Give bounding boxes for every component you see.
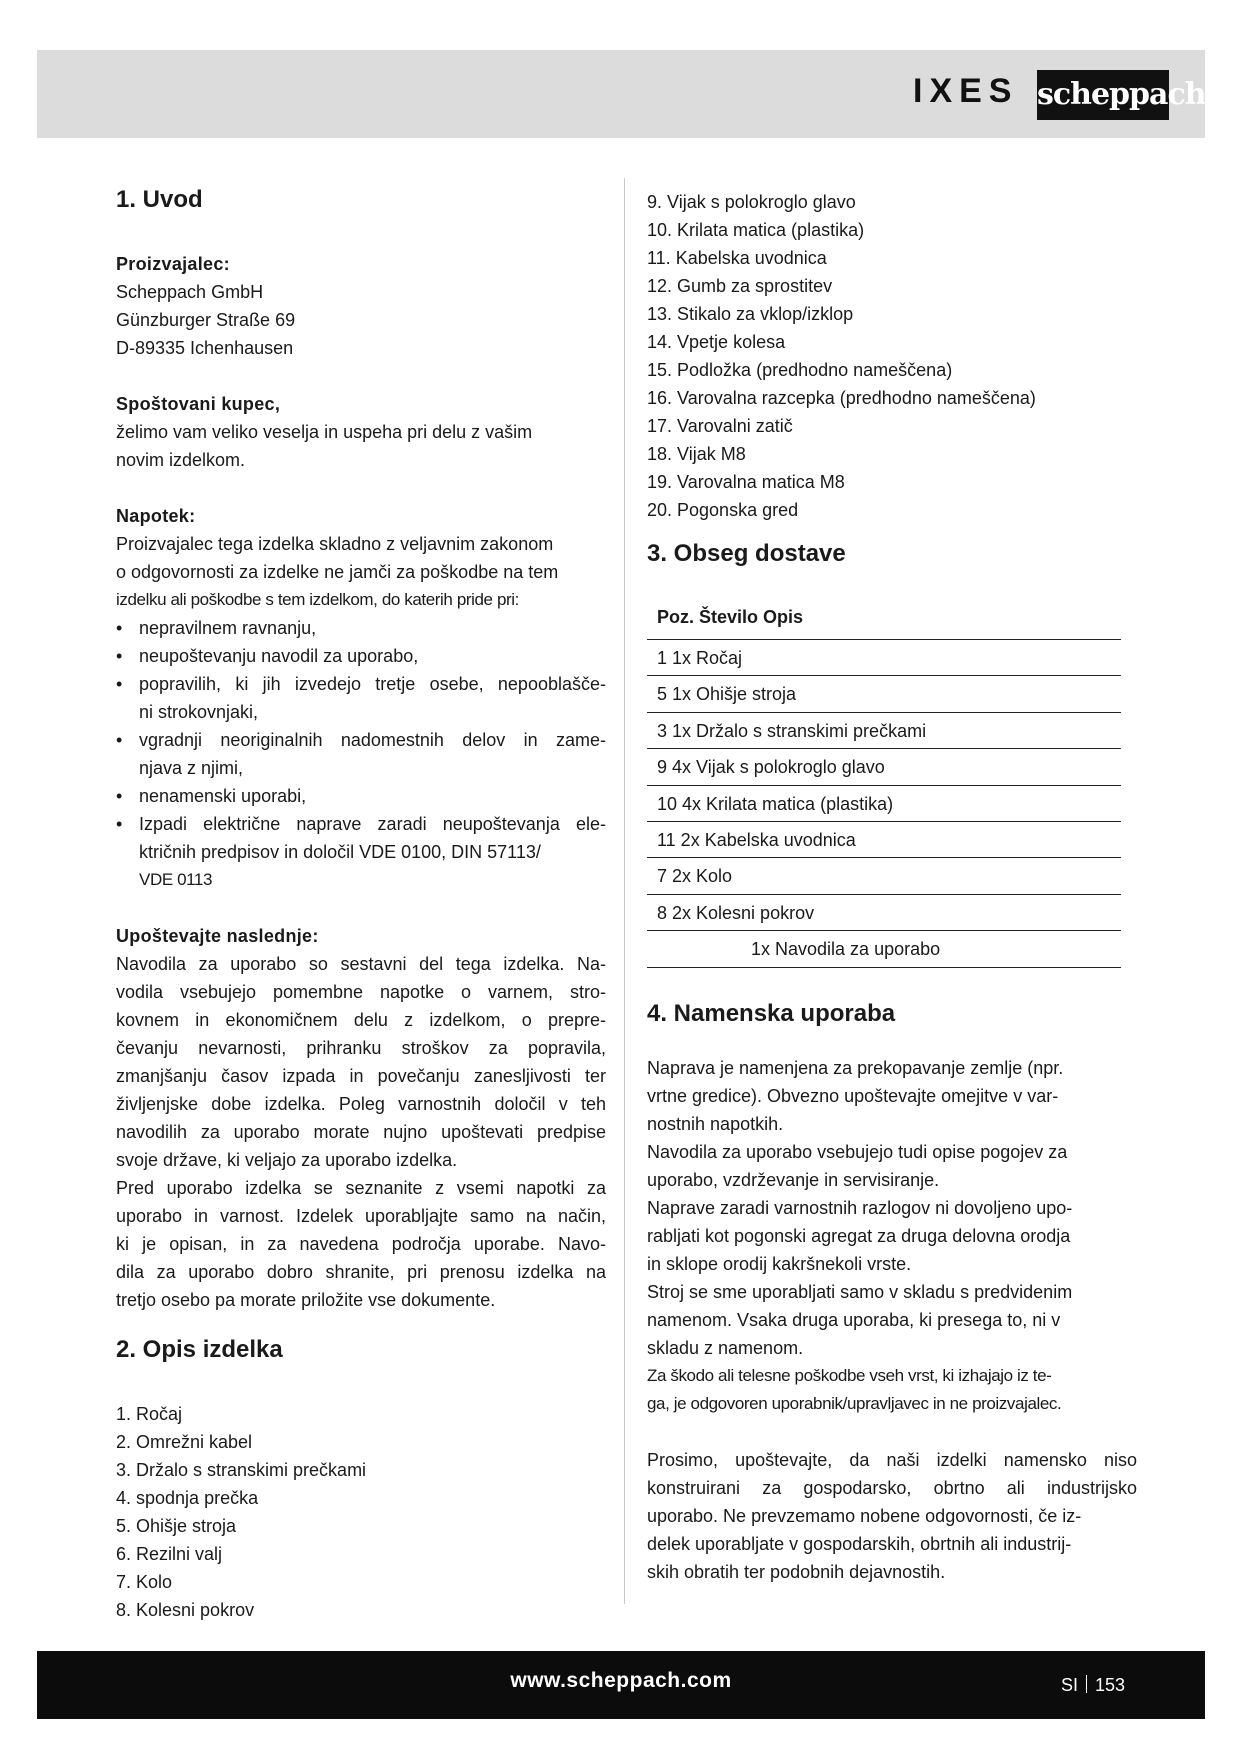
part-list-item: 14. Vpetje kolesa: [647, 332, 786, 352]
part-list-item: 13. Stikalo za vklop/izklop: [647, 304, 854, 324]
use-line: Naprave zaradi varnostnih razlogov ni dovoljeno upo-: [647, 1197, 1073, 1218]
ixes-logo: IXES: [913, 72, 1019, 110]
page-footer: [37, 1651, 1205, 1719]
part-list-item: 5. Ohišje stroja: [116, 1516, 237, 1536]
observe-line: zmanjšanju časov izpada in povečanju zanesljivosti ter: [116, 1066, 606, 1086]
delivery-table: [647, 594, 1137, 968]
bullet-continuation: VDE 0113: [139, 870, 213, 889]
bullet-continuation: ktričnih predpisov in določil VDE 0100, DIN 57113/: [139, 842, 541, 862]
use-line: namenom. Vsaka druga uporaba, ki presega to, ni v: [647, 1309, 1061, 1330]
part-list-item: 1. Ročaj: [116, 1404, 183, 1424]
bullet-item: • popravilih, ki jih izvedejo tretje osebe, nepooblašče-: [116, 670, 606, 698]
observe-line: Navodila za uporabo so sestavni del tega izdelka. Na-: [116, 954, 606, 974]
part-list-item: 20. Pogonska gred: [647, 500, 799, 520]
bullet-continuation: ni strokovnjaki,: [139, 702, 259, 722]
observe-line: čevanju nevarnosti, prihranku stroškov za popravila,: [116, 1038, 606, 1058]
part-list-item: 9. Vijak s polokroglo glavo: [647, 192, 856, 212]
website-link[interactable]: www.scheppach.com: [510, 1669, 732, 1692]
use-line: vrtne gredice). Obvezno upoštevajte omejitve v var-: [647, 1085, 1059, 1106]
page-separator: [1086, 1675, 1087, 1693]
part-list-item: 10. Krilata matica (plastika): [647, 220, 865, 240]
part-list-item: 4. spodnja prečka: [116, 1488, 259, 1508]
observe-line: svoje države, ki veljajo za uporabo izdelka.: [116, 1150, 458, 1170]
bullet-item: • vgradnji neoriginalnih nadomestnih delov in zame-: [116, 726, 606, 754]
delivery-table-header: Poz. Število Opis: [647, 594, 1121, 640]
use-line: Za škodo ali telesne poškodbe vseh vrst, ki izhajajo iz te-: [647, 1365, 1052, 1385]
part-list-item: 17. Varovalni zatič: [647, 416, 793, 436]
observe-line: navodilih za uporabo morate nujno upoštevati predpise: [116, 1122, 606, 1142]
observe-line: uporabo in varnost. Izdelek uporabljajte samo na način,: [116, 1206, 606, 1226]
note-line: o odgovornosti za izdelke ne jamči za poškodbe na tem: [116, 562, 559, 582]
delivery-table-row: 9 4x Vijak s polokroglo glavo: [647, 749, 1121, 785]
use-line: ga, je odgovoren uporabnik/upravljavec in ne proizvajalec.: [647, 1393, 1062, 1413]
part-list-item: 19. Varovalna matica M8: [647, 472, 845, 492]
delivery-table-row: 3 1x Držalo s stranskimi prečkami: [647, 713, 1121, 749]
bullet-item: • nenamenski uporabi,: [116, 782, 606, 810]
use-line: rabljati kot pogonski agregat za druga delovna orodja: [647, 1225, 1071, 1246]
part-list-item: 6. Rezilni valj: [116, 1544, 223, 1564]
use-line: skladu z namenom.: [647, 1337, 804, 1358]
observe-line: tretjo osebo pa morate priložite vse dokumente.: [116, 1290, 496, 1310]
observe-line: kovnem in ekonomičnem delu z izdelkom, o prepre-: [116, 1010, 606, 1030]
bullet-item: • neupoštevanju navodil za uporabo,: [116, 642, 606, 670]
delivery-table-row: 1x Navodila za uporabo: [647, 931, 1121, 967]
observe-label: Upoštevajte naslednje:: [116, 926, 319, 946]
observe-line: Pred uporabo izdelka se seznanite z vsemi napotki za: [116, 1178, 606, 1198]
notice-line: Prosimo, upoštevajte, da naši izdelki namensko niso: [647, 1449, 1137, 1470]
page-number: [1061, 1651, 1125, 1719]
delivery-table-row: 10 4x Krilata matica (plastika): [647, 786, 1121, 822]
section-4-title: 4. Namenska uporaba: [647, 999, 896, 1027]
manufacturer-label: Proizvajalec:: [116, 254, 230, 274]
delivery-table-row: 7 2x Kolo: [647, 858, 1121, 894]
use-line: Navodila za uporabo vsebujejo tudi opise pogojev za: [647, 1141, 1068, 1162]
bullet-item: • Izpadi električne naprave zaradi neupoštevanja ele-: [116, 810, 606, 838]
observe-line: vodila vsebujejo pomembne napotke o varnem, stro-: [116, 982, 606, 1002]
observe-line: ki je opisan, in za navedena področja uporabe. Navo-: [116, 1234, 606, 1254]
part-list-item: 15. Podložka (predhodno nameščena): [647, 360, 953, 380]
part-list-item: 18. Vijak M8: [647, 444, 746, 464]
use-line: nostnih napotkih.: [647, 1113, 784, 1134]
notice-line: uporabo. Ne prevzemamo nobene odgovornosti, če iz-: [647, 1505, 1082, 1526]
delivery-table-row: 8 2x Kolesni pokrov: [647, 895, 1121, 931]
right-column: [647, 188, 1137, 1586]
bullet-continuation: njava z njimi,: [139, 758, 244, 778]
manufacturer-line: D-89335 Ichenhausen: [116, 338, 294, 358]
use-line: Stroj se sme uporabljati samo v skladu s predvidenim: [647, 1281, 1073, 1302]
note-label: Napotek:: [116, 506, 196, 526]
customer-label: Spoštovani kupec,: [116, 394, 281, 414]
customer-line: želimo vam veliko veselja in uspeha pri delu z vašim: [116, 422, 533, 442]
use-line: Naprava je namenjena za prekopavanje zemlje (npr.: [647, 1057, 1064, 1078]
part-list-item: 8. Kolesni pokrov: [116, 1600, 255, 1620]
note-line: izdelku ali poškodbe s tem izdelkom, do katerih pride pri:: [116, 590, 519, 609]
use-line: in sklope orodij kakršnekoli vrste.: [647, 1253, 912, 1274]
delivery-table-row: 1 1x Ročaj: [647, 640, 1121, 676]
bullet-item: • nepravilnem ravnanju,: [116, 614, 606, 642]
observe-line: življenjske dobe izdelka. Poleg varnostnih določil v teh: [116, 1094, 606, 1114]
customer-line: novim izdelkom.: [116, 450, 246, 470]
part-list-item: 7. Kolo: [116, 1572, 173, 1592]
part-list-item: 3. Držalo s stranskimi prečkami: [116, 1460, 367, 1480]
section-3-title: 3. Obseg dostave: [647, 540, 846, 567]
note-line: Proizvajalec tega izdelka skladno z veljavnim zakonom: [116, 534, 554, 554]
notice-line: delek uporabljate v gospodarskih, obrtnih ali industrij-: [647, 1533, 1072, 1554]
column-divider: [624, 178, 625, 1604]
section-1-title: 1. Uvod: [116, 186, 203, 213]
section-2-title: 2. Opis izdelka: [116, 1336, 283, 1363]
part-list-item: 2. Omrežni kabel: [116, 1432, 253, 1452]
notice-line: skih obratih ter podobnih dejavnostih.: [647, 1561, 946, 1582]
left-column: [116, 178, 606, 1624]
page-header: [37, 50, 1205, 138]
page-number-value: 153: [1094, 1675, 1125, 1695]
language-code: SI: [1060, 1675, 1078, 1695]
delivery-table-row: 5 1x Ohišje stroja: [647, 676, 1121, 712]
delivery-table-row: 11 2x Kabelska uvodnica: [647, 822, 1121, 858]
part-list-item: 16. Varovalna razcepka (predhodno nameščena): [647, 388, 1036, 408]
part-list-item: 12. Gumb za sprostitev: [647, 276, 833, 296]
scheppach-logo: scheppach: [1037, 70, 1169, 120]
manufacturer-line: Scheppach GmbH: [116, 282, 264, 302]
observe-line: dila za uporabo dobro shranite, pri prenosu izdelka na: [116, 1262, 606, 1282]
use-line: uporabo, vzdrževanje in servisiranje.: [647, 1169, 940, 1190]
manufacturer-line: Günzburger Straße 69: [116, 310, 296, 330]
notice-line: konstruirani za gospodarsko, obrtno ali industrijsko: [647, 1477, 1137, 1498]
part-list-item: 11. Kabelska uvodnica: [647, 248, 827, 268]
